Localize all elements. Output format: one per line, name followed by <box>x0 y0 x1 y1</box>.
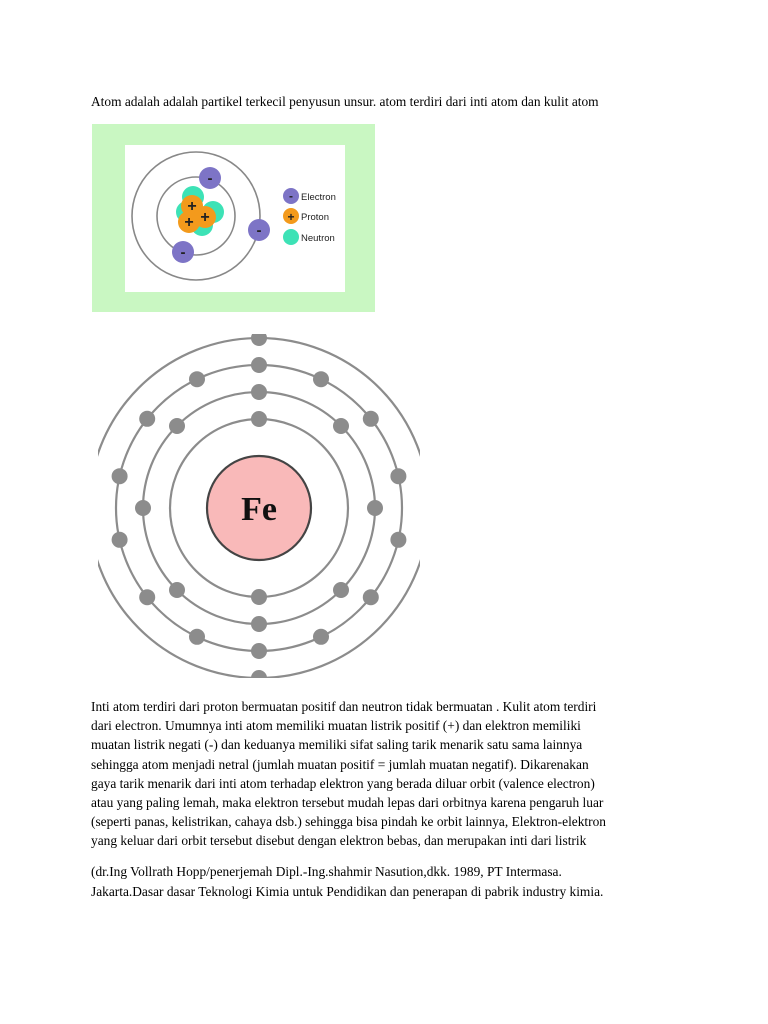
reference-line: (dr.Ing Vollrath Hopp/penerjemah Dipl.-Ing.shahmir Nasution,dkk. 1989, PT Intermasa. <box>91 864 562 879</box>
paragraph-line: Inti atom terdiri dari proton bermuatan positif dan neutron tidak bermuatan . Kulit atom terdiri <box>91 699 597 714</box>
fe-electron <box>313 371 329 387</box>
paragraph-line: yang keluar dari orbit tersebut disebut dengan elektron bebas, dan merupakan inti dari listrik <box>91 833 587 849</box>
intro-text: Atom adalah adalah partikel terkecil penyusun unsur. atom terdiri dari inti atom dan kulit atom <box>91 94 599 109</box>
legend-electron-label: Electron <box>301 192 336 203</box>
fe-electron <box>251 384 267 400</box>
fe-electron <box>135 500 151 516</box>
paragraph-line: atau yang paling lemah, maka elektron tersebut mudah lepas dari orbitnya karena pengaruh luar <box>91 795 604 811</box>
atom-model-figure <box>92 124 375 312</box>
fe-electron <box>139 411 155 427</box>
svg-text:+: + <box>287 210 295 224</box>
fe-electron <box>251 357 267 373</box>
fe-electron <box>139 589 155 605</box>
paragraph-line: dari electron. Umumnya inti atom memiliki muatan listrik positif (+) dan elektron memiliki <box>91 718 581 734</box>
fe-electron <box>363 589 379 605</box>
fe-electron <box>251 334 267 346</box>
reference-citation <box>91 862 691 901</box>
svg-text:-: - <box>289 189 293 203</box>
fe-electron <box>367 500 383 516</box>
fe-electron <box>313 629 329 645</box>
legend-neutron-label: Neutron <box>301 233 335 244</box>
svg-text:+: + <box>184 214 194 231</box>
fe-electron <box>251 670 267 678</box>
paragraph-line: (seperti panas, kelistrikan, cahaya dsb.) sehingga bisa pindah ke orbit lainnya, Elektron-elektron <box>91 814 607 830</box>
svg-text:-: - <box>256 222 262 239</box>
electron-top <box>199 167 221 189</box>
fe-electron <box>112 468 128 484</box>
svg-text:-: - <box>207 170 213 187</box>
fe-electron <box>251 411 267 427</box>
legend-neutron-swatch <box>283 229 299 245</box>
fe-electron <box>390 468 406 484</box>
fe-electron <box>189 371 205 387</box>
legend <box>283 188 336 245</box>
fe-electron <box>251 616 267 632</box>
fe-electron <box>251 589 267 605</box>
fe-electron <box>390 532 406 548</box>
paragraph-line: gaya tarik menarik dari inti atom terhadap elektron yang berada diluar orbit (valence electron) <box>91 775 595 791</box>
fe-electron <box>169 582 185 598</box>
svg-text:+: + <box>200 209 210 226</box>
fe-electron <box>333 582 349 598</box>
svg-text:-: - <box>180 244 186 261</box>
fe-atom-diagram <box>98 334 420 678</box>
electron-right <box>248 219 270 241</box>
fe-electron <box>363 411 379 427</box>
svg-text:+: + <box>187 198 197 215</box>
fe-nucleus-label: Fe <box>241 491 277 528</box>
electron-bottom <box>172 241 194 263</box>
fe-electron <box>189 629 205 645</box>
fe-electron <box>333 418 349 434</box>
fe-electron <box>251 643 267 659</box>
legend-proton-label: Proton <box>301 212 329 223</box>
paragraph-line: sehingga atom menjadi netral (jumlah muatan positif = jumlah muatan negatif). Dikarenakan <box>91 756 589 772</box>
fe-electron <box>169 418 185 434</box>
paragraph-line: muatan listrik negati (-) dan keduanya memiliki sifat saling tarik menarik satu sama lainnya <box>91 737 583 753</box>
fe-electron <box>112 532 128 548</box>
body-paragraph <box>91 697 691 851</box>
reference-line: Jakarta.Dasar dasar Teknologi Kimia untuk Pendidikan dan penerapan di pabrik industry kimia. <box>91 883 604 899</box>
